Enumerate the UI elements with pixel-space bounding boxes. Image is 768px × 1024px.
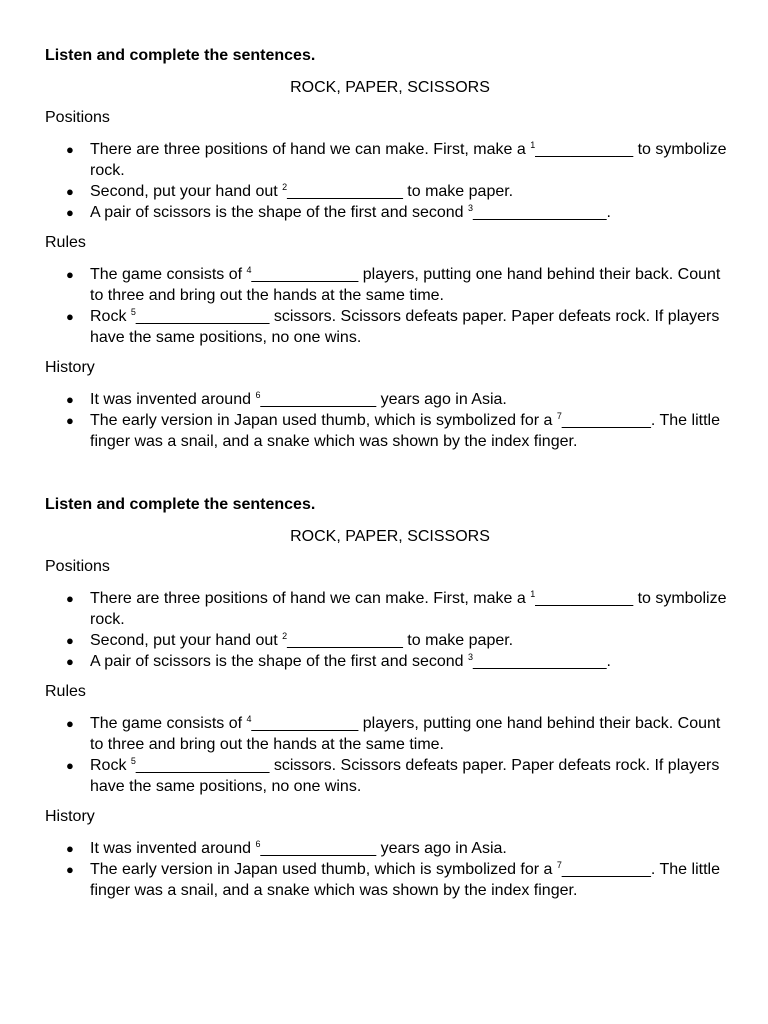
sentence-blank-text: _____________ to make paper. [287,632,514,649]
sentence-text: The early version in Japan used thumb, which is symbolized for a [90,861,557,878]
sentence-text: There are three positions of hand we can make. First, make a [90,141,531,158]
sentence-list [45,588,735,672]
sentence-text: The early version in Japan used thumb, which is symbolized for a [90,412,557,429]
sentence-text: The game consists of [90,266,247,283]
blank-number: 4 [246,714,252,724]
sentence-blank-text: ____________ players, putting one hand behind their back. Count to three and bring out the hands at the same time. [90,266,721,304]
blank-number: 6 [255,839,261,849]
blank-number: 7 [556,860,562,870]
sentence-item [45,755,735,797]
sentence-text: Second, put your hand out [90,183,283,200]
sentence-blank-text: __________. The little finger was a snail, and a snake which was shown by the index finger. [90,861,720,899]
sentence-list [45,264,735,348]
sentence-blank-text: _______________. [473,204,611,221]
blank-number: 7 [556,411,562,421]
bullet-icon: ● [66,591,74,606]
sentence-blank-text: _______________ scissors. Scissors defeats paper. Paper defeats rock. If players have the same positions, no one wins. [90,308,720,346]
sentence-item [45,588,735,630]
bullet-icon: ● [66,267,74,282]
bullet-icon: ● [66,654,74,669]
sentence-list [45,389,735,452]
blank-number: 6 [255,390,261,400]
sentence-item [45,306,735,348]
bullet-icon: ● [66,205,74,220]
sentence-item [45,630,735,651]
instruction-text: Listen and complete the sentences. [45,496,316,513]
sentence-blank-text: ____________ players, putting one hand behind their back. Count to three and bring out the hands at the same time. [90,715,721,753]
sentence-item [45,202,735,223]
worksheet-title: ROCK, PAPER, SCISSORS [290,528,490,545]
sentence-list [45,838,735,901]
worksheet [45,46,735,462]
blank-number: 3 [467,652,473,662]
blank-number: 2 [282,182,288,192]
sentence-item [45,389,735,410]
section-heading: Rules [45,683,86,700]
blank-number: 5 [130,307,136,317]
section-heading: Positions [45,558,110,575]
sentence-item [45,264,735,306]
sentence-text: It was invented around [90,840,256,857]
sentence-blank-text: _______________. [473,653,611,670]
sentence-item [45,838,735,859]
sentence-blank-text: _______________ scissors. Scissors defeats paper. Paper defeats rock. If players have the same positions, no one wins. [90,757,720,795]
sentence-text: It was invented around [90,391,256,408]
blank-number: 2 [282,631,288,641]
section-heading: History [45,808,95,825]
sentence-text: A pair of scissors is the shape of the first and second [90,653,468,670]
section-heading: Positions [45,109,110,126]
sentence-blank-text: _____________ to make paper. [287,183,514,200]
sentence-item [45,181,735,202]
sentence-list [45,139,735,223]
sentence-item [45,410,735,452]
sentence-text: A pair of scissors is the shape of the first and second [90,204,468,221]
bullet-icon: ● [66,716,74,731]
blank-number: 1 [530,140,536,150]
blank-number: 5 [130,756,136,766]
bullet-icon: ● [66,758,74,773]
bullet-icon: ● [66,633,74,648]
sentence-item [45,713,735,755]
sentence-blank-text: __________. The little finger was a snail, and a snake which was shown by the index finger. [90,412,720,450]
sentence-list [45,713,735,797]
bullet-icon: ● [66,841,74,856]
bullet-icon: ● [66,413,74,428]
blank-number: 3 [467,203,473,213]
worksheet-title: ROCK, PAPER, SCISSORS [290,79,490,96]
bullet-icon: ● [66,184,74,199]
instruction-text: Listen and complete the sentences. [45,47,316,64]
worksheet [45,495,735,911]
sentence-text: There are three positions of hand we can make. First, make a [90,590,531,607]
bullet-icon: ● [66,142,74,157]
sentence-text: Rock [90,757,131,774]
bullet-icon: ● [66,309,74,324]
bullet-icon: ● [66,862,74,877]
sentence-text: Rock [90,308,131,325]
sentence-blank-text: ___________ to symbolize rock. [90,590,727,628]
blank-number: 1 [530,589,536,599]
sentence-item [45,139,735,181]
section-heading: History [45,359,95,376]
sentence-text: Second, put your hand out [90,632,283,649]
sentence-text: The game consists of [90,715,247,732]
bullet-icon: ● [66,392,74,407]
blank-number: 4 [246,265,252,275]
sentence-blank-text: ___________ to symbolize rock. [90,141,727,179]
section-heading: Rules [45,234,86,251]
sentence-blank-text: _____________ years ago in Asia. [260,391,507,408]
sentence-item [45,859,735,901]
sentence-blank-text: _____________ years ago in Asia. [260,840,507,857]
sentence-item [45,651,735,672]
